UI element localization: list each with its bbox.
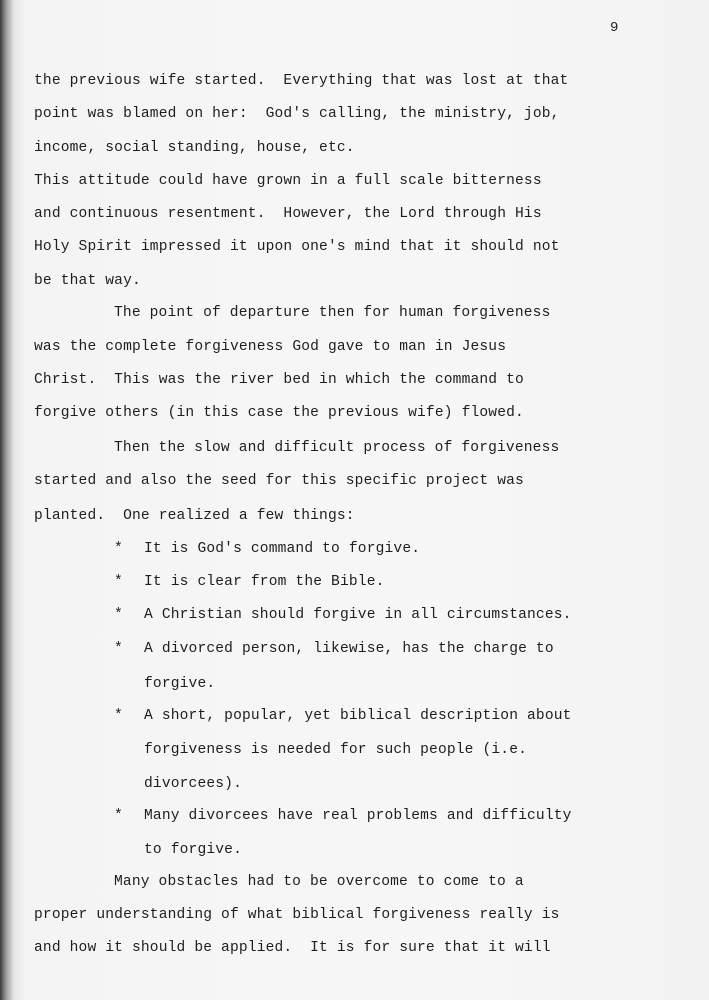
bullet-marker: * [114,574,123,590]
text-line-10: Christ. This was the river bed in which the command to [34,372,524,388]
bullet-item: A divorced person, likewise, has the charge to [144,641,554,657]
text-line-5: and continuous resentment. However, the Lord through His [34,206,542,222]
bullet-marker: * [114,808,123,824]
text-line-9: was the complete forgiveness God gave to man in Jesus [34,339,507,355]
text-line-27: and how it should be applied. It is for sure that it will [34,940,551,956]
bullet-marker: * [114,641,123,657]
text-line-1: the previous wife started. Everything that was lost at that [34,73,569,89]
bullet-marker: * [114,708,123,724]
page-number: 9 [610,20,619,36]
text-line-8: The point of departure then for human forgiveness [114,305,551,321]
bullet-item: A Christian should forgive in all circumstances. [144,607,572,623]
text-line-13: started and also the seed for this specific project was [34,473,524,489]
text-line-25: Many obstacles had to be overcome to come to a [114,874,524,890]
bullet-item: It is God's command to forgive. [144,541,421,557]
bullet-item: Many divorcees have real problems and difficulty [144,808,572,824]
bullet-item-continuation: divorcees). [144,776,242,792]
text-line-4: This attitude could have grown in a full scale bitterness [34,173,542,189]
bullet-marker: * [114,541,123,557]
bullet-item: A short, popular, yet biblical description about [144,708,572,724]
text-line-3: income, social standing, house, etc. [34,140,355,156]
text-line-2: point was blamed on her: God's calling, the ministry, job, [34,106,560,122]
bullet-item-continuation: forgive. [144,676,216,692]
text-line-14: planted. One realized a few things: [34,508,355,524]
bullet-marker: * [114,607,123,623]
text-line-12: Then the slow and difficult process of forgiveness [114,440,560,456]
bullet-item-continuation: to forgive. [144,842,242,858]
text-line-11: forgive others (in this case the previous wife) flowed. [34,405,524,421]
bullet-item: It is clear from the Bible. [144,574,385,590]
text-line-7: be that way. [34,273,141,289]
text-line-6: Holy Spirit impressed it upon one's mind that it should not [34,239,560,255]
text-line-26: proper understanding of what biblical forgiveness really is [34,907,560,923]
bullet-item-continuation: forgiveness is needed for such people (i.e. [144,742,528,758]
